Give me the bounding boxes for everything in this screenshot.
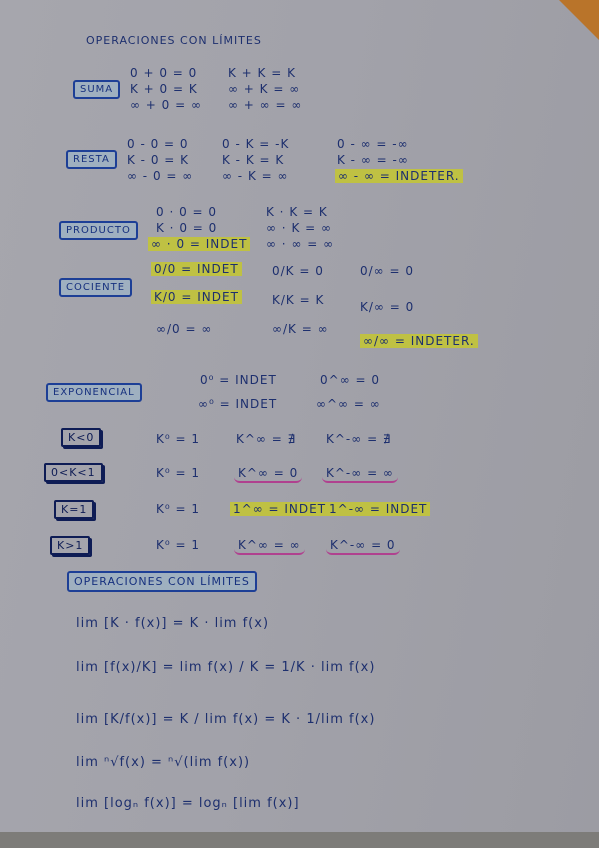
limit-rule-5: lim [logₙ f(x)] = logₙ [lim f(x)]: [76, 796, 300, 811]
exponencial-line-1: 0⁰ = INDET: [200, 373, 277, 387]
resta-line-2: K - 0 = K: [127, 153, 190, 167]
power-2-c: K^-∞ = ∞: [322, 466, 398, 483]
cociente-line-5: K/K = K: [272, 293, 325, 307]
resta-line-3: ∞ - 0 = ∞: [127, 169, 194, 183]
power-1-b: K^∞ = ∄: [236, 432, 297, 446]
suma-line-6: ∞ + ∞ = ∞: [228, 98, 303, 112]
power-1-c: K^-∞ = ∄: [326, 432, 392, 446]
suma-line-4: K + K = K: [228, 66, 296, 80]
power-cond-4: K>1: [50, 536, 90, 555]
table-corner: [559, 0, 599, 40]
cociente-line-7: 0/∞ = 0: [360, 264, 414, 278]
producto-line-3: ∞ · 0 = INDET: [148, 237, 250, 251]
cociente-line-2: K/0 = INDET: [151, 290, 242, 304]
resta-line-5: K - K = K: [222, 153, 285, 167]
limit-rule-4: lim ⁿ√f(x) = ⁿ√(lim f(x)): [76, 755, 251, 770]
exponencial-label: EXPONENCIAL: [46, 383, 142, 402]
limit-rule-1: lim [K · f(x)] = K · lim f(x): [76, 616, 270, 631]
limit-rule-2: lim [f(x)/K] = lim f(x) / K = 1/K · lim f(x): [76, 660, 376, 675]
suma-line-2: K + 0 = K: [130, 82, 198, 96]
resta-line-9: ∞ - ∞ = INDETER.: [335, 169, 463, 183]
producto-line-6: ∞ · ∞ = ∞: [266, 237, 335, 251]
cociente-line-6: ∞/K = ∞: [272, 322, 329, 336]
cociente-line-4: 0/K = 0: [272, 264, 324, 278]
power-3-c: 1^-∞ = INDET: [326, 502, 430, 516]
power-cond-3: K=1: [54, 500, 94, 519]
producto-line-1: 0 · 0 = 0: [156, 205, 218, 219]
power-cond-1: K<0: [61, 428, 101, 447]
page-bottom-shadow: [0, 832, 599, 848]
cociente-line-1: 0/0 = INDET: [151, 262, 242, 276]
power-3-b: 1^∞ = INDET: [230, 502, 329, 516]
power-2-b: K^∞ = 0: [234, 466, 302, 483]
suma-line-5: ∞ + K = ∞: [228, 82, 301, 96]
resta-line-6: ∞ - K = ∞: [222, 169, 289, 183]
page-title: OPERACIONES CON LÍMITES: [86, 34, 262, 47]
producto-line-5: ∞ · K = ∞: [266, 221, 332, 235]
power-2-a: K⁰ = 1: [156, 466, 200, 480]
exponencial-line-4: ∞^∞ = ∞: [316, 397, 381, 411]
resta-line-1: 0 - 0 = 0: [127, 137, 189, 151]
power-4-c: K^-∞ = 0: [326, 538, 400, 555]
power-4-b: K^∞ = ∞: [234, 538, 305, 555]
resta-label: RESTA: [66, 150, 117, 169]
cociente-label: COCIENTE: [59, 278, 132, 297]
suma-line-3: ∞ + 0 = ∞: [130, 98, 202, 112]
power-4-a: K⁰ = 1: [156, 538, 200, 552]
exponencial-line-2: ∞⁰ = INDET: [198, 397, 278, 411]
producto-line-2: K · 0 = 0: [156, 221, 218, 235]
resta-line-4: 0 - K = -K: [222, 137, 290, 151]
limits-header: OPERACIONES CON LÍMITES: [67, 571, 257, 592]
exponencial-line-3: 0^∞ = 0: [320, 373, 381, 387]
producto-line-4: K · K = K: [266, 205, 328, 219]
cociente-line-8: K/∞ = 0: [360, 300, 415, 314]
power-1-a: K⁰ = 1: [156, 432, 200, 446]
suma-line-1: 0 + 0 = 0: [130, 66, 198, 80]
cociente-line-9: ∞/∞ = INDETER.: [360, 334, 478, 348]
suma-label: SUMA: [73, 80, 120, 99]
limit-rule-3: lim [K/f(x)] = K / lim f(x) = K · 1/lim f(x): [76, 712, 376, 727]
power-3-a: K⁰ = 1: [156, 502, 200, 516]
resta-line-8: K - ∞ = -∞: [337, 153, 409, 167]
power-cond-2: 0<K<1: [44, 463, 103, 482]
producto-label: PRODUCTO: [59, 221, 138, 240]
resta-line-7: 0 - ∞ = -∞: [337, 137, 409, 151]
cociente-line-3: ∞/0 = ∞: [156, 322, 213, 336]
